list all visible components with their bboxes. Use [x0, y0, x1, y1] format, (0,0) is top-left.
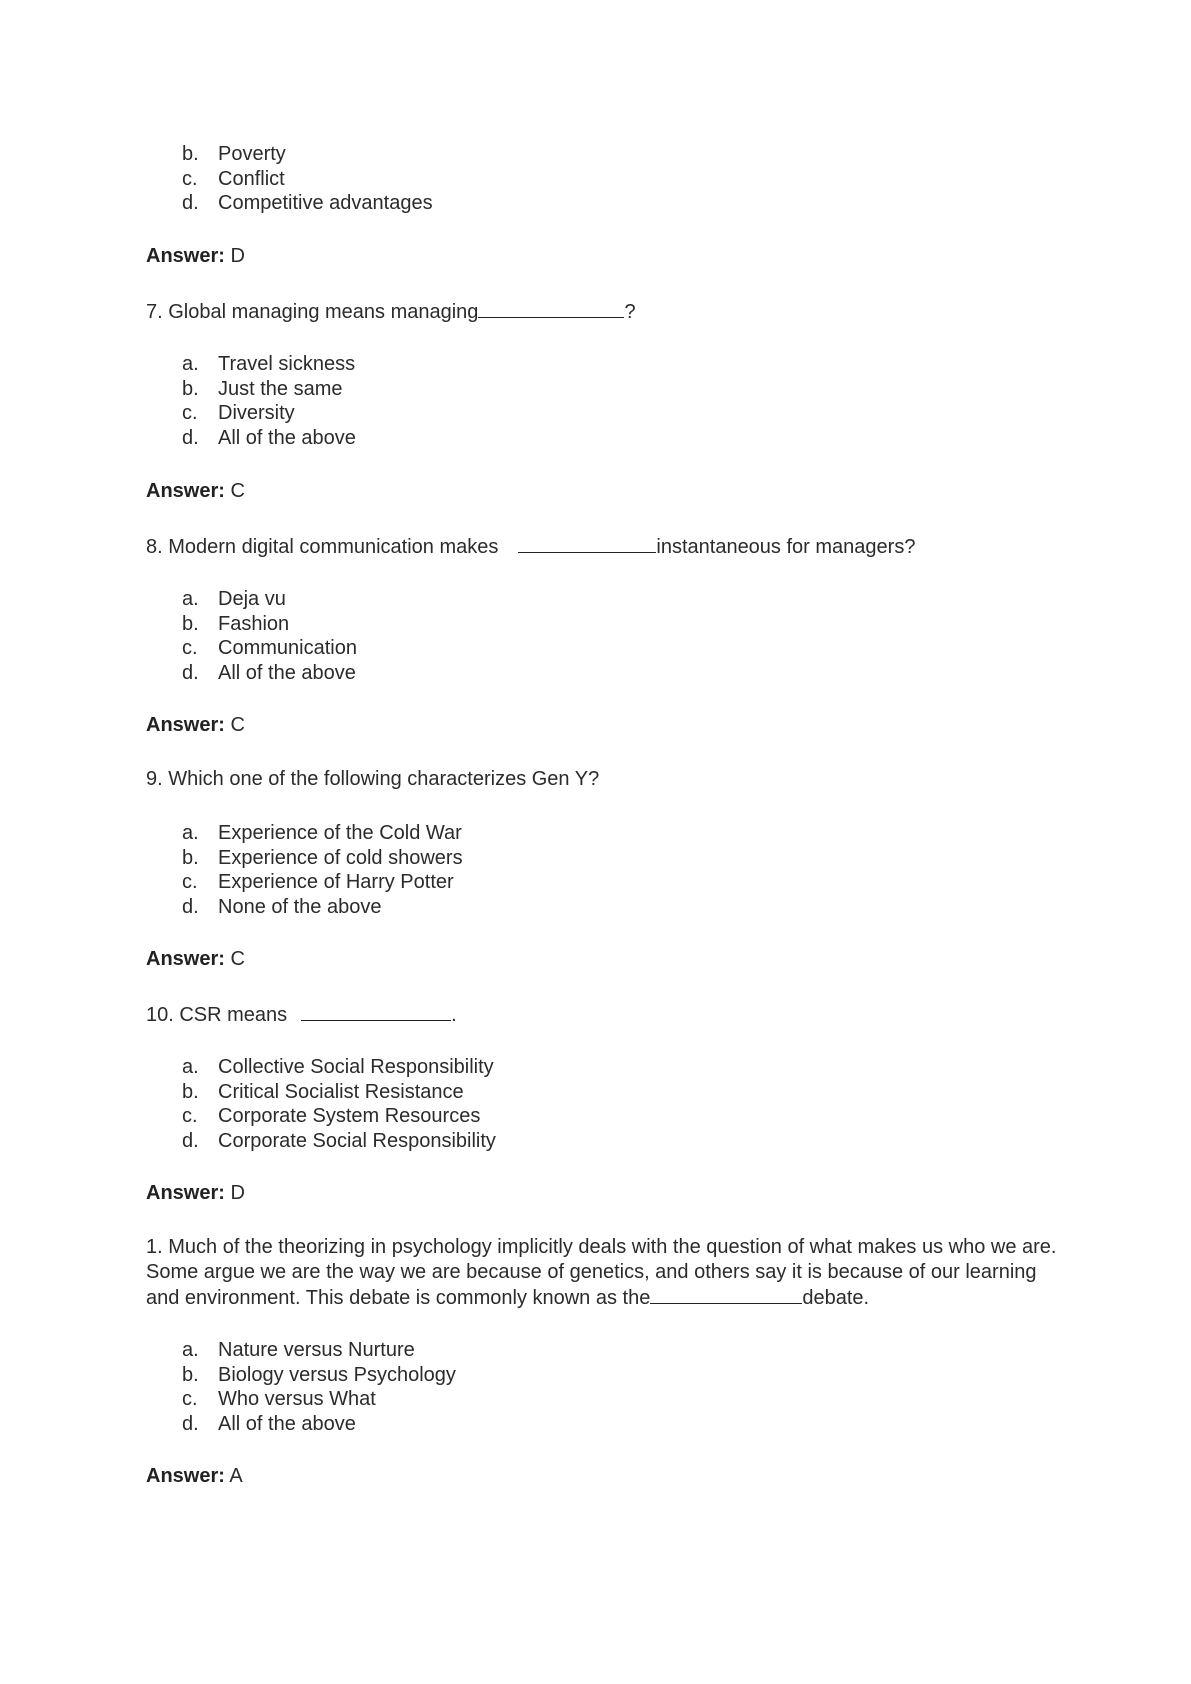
answer-label: Answer: — [146, 480, 225, 502]
option-letter: b. — [182, 612, 199, 635]
question-7-options — [146, 352, 1076, 450]
option-c — [146, 1387, 1076, 1412]
option-text: Who versus What — [218, 1388, 376, 1410]
option-letter: c. — [182, 402, 198, 424]
answer-line — [146, 244, 1076, 269]
option-letter: d. — [182, 192, 199, 214]
option-letter: d. — [182, 895, 199, 918]
answer-value: D — [230, 245, 245, 267]
prompt-suffix: debate. — [802, 1287, 870, 1309]
prompt-text: 1. Much of the theorizing in psychology implicitly deals with the question of what makes us who we are. Some argue we are the way we are because of genetics, and others say it is because of our learning and environment. This debate is commonly known as the — [146, 1236, 1057, 1309]
prompt-suffix: instantaneous for managers? — [656, 536, 916, 558]
option-text: Fashion — [218, 612, 290, 635]
option-d — [146, 1129, 1076, 1154]
option-letter: b. — [182, 1363, 199, 1386]
answer-label: Answer: — [146, 948, 225, 970]
prompt-text: 10. CSR means — [146, 1004, 288, 1026]
option-b — [146, 612, 1076, 637]
option-a — [146, 587, 1076, 612]
option-text: Communication — [218, 637, 357, 659]
question-7-prompt — [146, 298, 1076, 325]
option-text: Deja vu — [218, 588, 286, 610]
option-text: Competitive advantages — [218, 192, 433, 214]
option-letter: d. — [182, 1129, 199, 1152]
option-text: None of the above — [218, 895, 382, 918]
question-8-answer — [146, 713, 1076, 738]
option-a — [146, 352, 1076, 377]
option-letter: a. — [182, 1339, 199, 1361]
prompt-text: 9. Which one of the following characterizes Gen Y? — [146, 768, 600, 790]
answer-value: C — [230, 714, 245, 736]
option-text: All of the above — [218, 661, 356, 684]
option-text: Conflict — [218, 167, 285, 190]
option-letter: a. — [182, 588, 199, 610]
option-letter: c. — [182, 1105, 198, 1127]
option-c — [146, 1104, 1076, 1129]
option-text: Experience of Harry Potter — [218, 871, 454, 893]
question-10-options — [146, 1055, 1076, 1153]
option-c — [146, 167, 1076, 192]
option-text: Travel sickness — [218, 353, 356, 375]
option-d — [146, 426, 1076, 451]
options-list — [146, 1055, 1076, 1153]
option-b — [146, 377, 1076, 402]
option-letter: b. — [182, 377, 199, 400]
options-list — [146, 142, 1076, 216]
option-b — [146, 142, 1076, 167]
option-letter: b. — [182, 846, 199, 869]
option-letter: d. — [182, 1412, 199, 1435]
option-text: Corporate Social Responsibility — [218, 1129, 496, 1152]
option-b — [146, 1363, 1076, 1388]
option-letter: b. — [182, 143, 199, 165]
question-9-options — [146, 821, 1076, 919]
option-c — [146, 401, 1076, 426]
answer-value: A — [229, 1465, 243, 1487]
option-a — [146, 1055, 1076, 1080]
options-list — [146, 587, 1076, 685]
question-1-answer — [146, 1464, 1076, 1489]
option-letter: c. — [182, 167, 198, 190]
question-8-prompt — [146, 533, 1076, 560]
option-b — [146, 846, 1076, 871]
option-a — [146, 1338, 1076, 1363]
option-text: Corporate System Resources — [218, 1105, 481, 1127]
prompt-suffix: . — [451, 1004, 457, 1026]
answer-label: Answer: — [146, 1465, 225, 1487]
answer-value: C — [230, 948, 245, 970]
option-d — [146, 661, 1076, 686]
option-letter: c. — [182, 637, 198, 659]
continued-options-block — [146, 142, 1076, 216]
question-9-answer — [146, 947, 1076, 972]
answer-label: Answer: — [146, 714, 225, 736]
question-1-prompt — [146, 1235, 1066, 1311]
options-list — [146, 821, 1076, 919]
option-d — [146, 191, 1076, 216]
option-text: Biology versus Psychology — [218, 1363, 456, 1386]
option-letter: a. — [182, 822, 199, 844]
option-c — [146, 636, 1076, 661]
answer-blank — [478, 298, 624, 318]
option-letter: a. — [182, 353, 199, 375]
answer-blank — [518, 533, 656, 553]
option-letter: d. — [182, 426, 199, 449]
option-text: Experience of cold showers — [218, 846, 463, 869]
option-a — [146, 821, 1076, 846]
option-letter: d. — [182, 661, 199, 684]
option-text: Critical Socialist Resistance — [218, 1080, 464, 1103]
option-text: Collective Social Responsibility — [218, 1056, 494, 1078]
question-10-prompt — [146, 1001, 1076, 1028]
option-letter: c. — [182, 1388, 198, 1410]
prompt-suffix: ? — [624, 301, 636, 323]
answer-blank — [650, 1284, 802, 1304]
question-1-options — [146, 1338, 1076, 1436]
option-b — [146, 1080, 1076, 1105]
option-letter: c. — [182, 871, 198, 893]
option-text: All of the above — [218, 426, 356, 449]
answer-value: C — [230, 480, 245, 502]
option-letter: b. — [182, 1080, 199, 1103]
prompt-text: 8. Modern digital communication makes — [146, 536, 499, 558]
option-letter: a. — [182, 1056, 199, 1078]
question-7-answer — [146, 479, 1076, 504]
prompt-text: 7. Global managing means managing — [146, 301, 479, 323]
answer-label: Answer: — [146, 245, 225, 267]
question-9-prompt — [146, 767, 1076, 792]
option-text: Poverty — [218, 143, 286, 165]
options-list — [146, 1338, 1076, 1436]
option-text: Nature versus Nurture — [218, 1339, 415, 1361]
question-8-options — [146, 587, 1076, 685]
option-c — [146, 870, 1076, 895]
answer-value: D — [230, 1182, 245, 1204]
answer-label: Answer: — [146, 1182, 225, 1204]
option-text: Diversity — [218, 402, 295, 424]
answer-blank — [301, 1001, 451, 1021]
option-text: Experience of the Cold War — [218, 822, 462, 844]
option-text: Just the same — [218, 377, 343, 400]
option-d — [146, 1412, 1076, 1437]
options-list — [146, 352, 1076, 450]
question-10-answer — [146, 1181, 1076, 1206]
option-d — [146, 895, 1076, 920]
option-text: All of the above — [218, 1412, 356, 1435]
